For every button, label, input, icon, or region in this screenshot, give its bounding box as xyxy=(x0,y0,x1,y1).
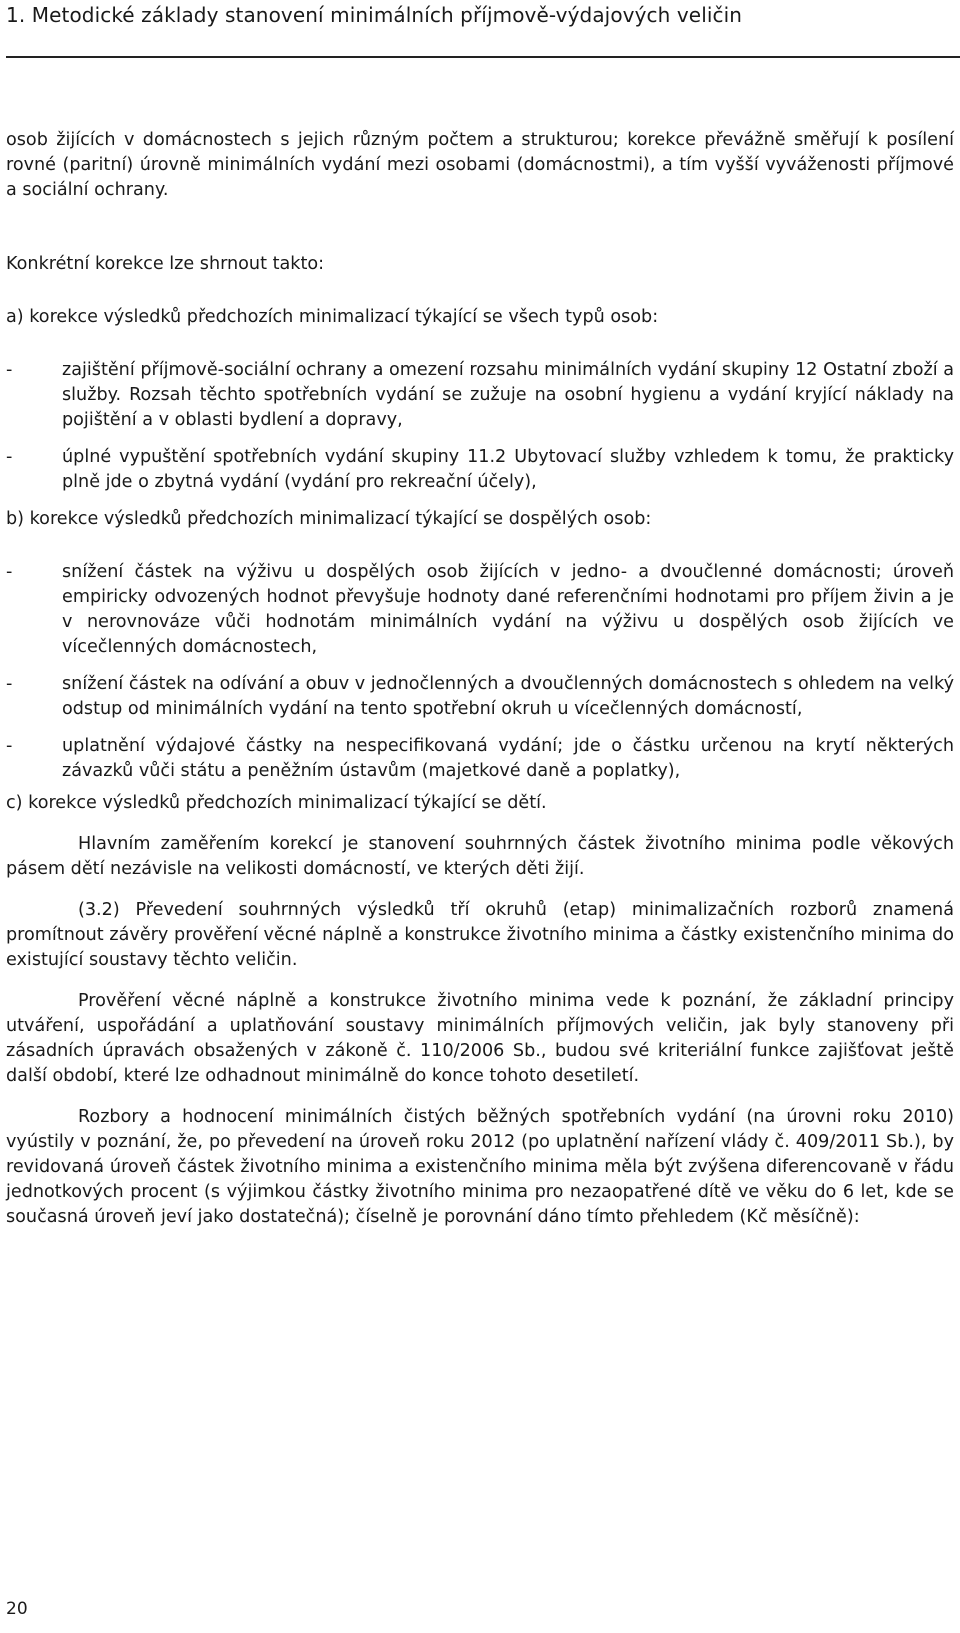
paragraph: Rozbory a hodnocení minimálních čistých běžných spotřebních vydání (na úrovni roku 2010) vyústily v poznání, že, po převedení na úroveň roku 2012 (po uplatnění nařízení vlády č. 409/2011 Sb.), by revidovaná úroveň částek životního minima a existenčního minima měla být zvýšena diferencovaně v řádu jednotkových procent (s výjimkou částky životního minima pro nezaopatřené dítě ve věku do 6 let, kde se současná úroveň jeví jako dostatečná); číselně je porovnání dáno tímto přehledem (Kč měsíčně): xyxy=(6,1107,954,1227)
list-item xyxy=(6,445,954,495)
section-a-heading: a) korekce výsledků předchozích minimalizací týkající se všech typů osob: xyxy=(6,307,659,327)
bullet-dash: - xyxy=(6,674,13,694)
list-item xyxy=(6,734,954,784)
paragraph-continuation: osob žijících v domácnostech s jejich různým počtem a strukturou; korekce převážně směřují k posílení rovné (paritní) úrovně minimálních vydání mezi osobami (domácnostmi), a tím vyšší vyváženosti příjmové a sociální ochrany. xyxy=(6,130,954,200)
running-header: 1. Metodické základy stanovení minimálních příjmově-výdajových veličin xyxy=(6,3,743,27)
list-item-text: snížení částek na odívání a obuv v jednočlenných a dvoučlenných domácnostech s ohledem na velký odstup od minimálních vydání na tento spotřební okruh u vícečlenných domácností, xyxy=(62,674,954,719)
bullet-dash: - xyxy=(6,562,13,582)
bullet-dash: - xyxy=(6,736,13,756)
paragraph: Hlavním zaměřením korekcí je stanovení souhrnných částek životního minima podle věkových pásem dětí nezávisle na velikosti domácností, ve kterých děti žijí. xyxy=(6,834,954,879)
page-number: 20 xyxy=(6,1599,28,1619)
list-item-text: úplné vypuštění spotřebních vydání skupiny 11.2 Ubytovací služby vzhledem k tomu, že prakticky plně jde o zbytná vydání (vydání pro rekreační účely), xyxy=(62,447,954,492)
bullet-dash: - xyxy=(6,360,13,380)
paragraph: (3.2) Převedení souhrnných výsledků tří okruhů (etap) minimalizačních rozborů znamená promítnout závěry prověření věcné náplně a konstrukce životního minima a částky existenčního minima do existující soustavy těchto veličin. xyxy=(6,900,954,970)
bullet-dash: - xyxy=(6,447,13,467)
list-item-text: zajištění příjmově-sociální ochrany a omezení rozsahu minimálních vydání skupiny 12 Ostatní zboží a služby. Rozsah těchto spotřebních vydání se zužuje na osobní hygienu a vydání kryjící náklady na pojištění a v oblasti bydlení a dopravy, xyxy=(62,360,954,430)
list-item xyxy=(6,672,954,722)
section-c-heading: c) korekce výsledků předchozích minimalizací týkající se dětí. xyxy=(6,793,547,813)
paragraph-intro: Konkrétní korekce lze shrnout takto: xyxy=(6,254,325,274)
document-body xyxy=(6,128,954,1230)
list-item xyxy=(6,560,954,660)
header-rule xyxy=(6,56,960,58)
paragraph: Prověření věcné náplně a konstrukce životního minima vede k poznání, že základní principy utváření, uspořádání a uplatňování soustavy minimálních příjmových veličin, jak byly stanoveny při zásadních úpravách obsažených v zákoně č. 110/2006 Sb., budou své kriteriální funkce zajišťovat ještě další období, které lze odhadnout minimálně do konce tohoto desetiletí. xyxy=(6,991,954,1086)
list-item xyxy=(6,358,954,433)
section-b-heading: b) korekce výsledků předchozích minimalizací týkající se dospělých osob: xyxy=(6,509,652,529)
list-item-text: snížení částek na výživu u dospělých osob žijících v jedno- a dvoučlenné domácnosti; úroveň empiricky odvozených hodnot převyšuje hodnoty dané referenčními hodnotami pro příjem živin a je v nerovnováze vůči hodnotám minimálních vydání na výživu u dospělých osob žijících ve vícečlenných domácnostech, xyxy=(62,562,954,657)
list-item-text: uplatnění výdajové částky na nespecifikovaná vydání; jde o částku určenou na krytí některých závazků vůči státu a peněžním ústavům (majetkové daně a poplatky), xyxy=(62,736,954,781)
